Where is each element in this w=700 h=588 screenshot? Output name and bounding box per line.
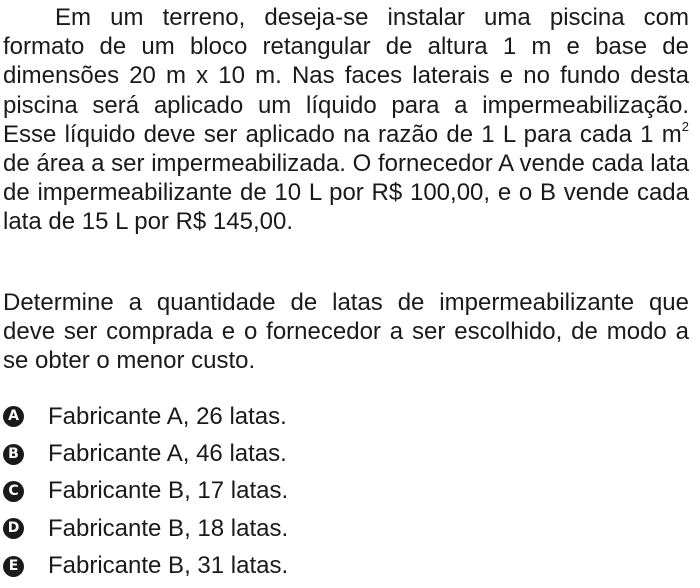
option-a-text: Fabricante A, 26 latas.	[48, 402, 287, 430]
option-a-letter-icon: A	[3, 406, 24, 427]
statement-text-part2: de área a ser impermeabilizada. O fornecedor A vende cada lata de impermeabilizante de 10 L por R$ 100,00, e o B vende cada lata de 15 L por R$ 145,00.	[3, 150, 689, 236]
option-d-letter-icon: D	[3, 518, 24, 539]
option-d-text: Fabricante B, 18 latas.	[48, 514, 289, 542]
option-b[interactable]	[3, 435, 693, 472]
square-superscript: 2	[681, 118, 689, 134]
option-b-text: Fabricante A, 46 latas.	[48, 440, 287, 468]
option-e-text: Fabricante B, 31 latas.	[48, 552, 289, 580]
option-d[interactable]	[3, 510, 693, 547]
option-c-letter-icon: C	[3, 481, 24, 502]
option-c[interactable]	[3, 473, 693, 510]
statement-text-part1: Em um terreno, deseja-se instalar uma piscina com formato de um bloco retangular de altura 1 m e base de dimensões 20 m x 10 m. Nas faces laterais e no fundo desta piscina será aplicado um líquido para a impermeabilização. Esse líquido deve ser aplicado na razão de 1 L para cada 1 m	[3, 4, 689, 148]
option-a[interactable]	[3, 398, 693, 435]
option-c-text: Fabricante B, 17 latas.	[48, 477, 289, 505]
option-e[interactable]	[3, 548, 693, 585]
question-prompt: Determine a quantidade de latas de impermeabilizante que deve ser comprada e o fornecedor a ser escolhido, de modo a se obter o menor custo.	[3, 289, 689, 375]
question-statement	[3, 3, 689, 237]
option-e-letter-icon: E	[3, 556, 24, 577]
option-b-letter-icon: B	[3, 444, 24, 465]
answer-options	[3, 398, 693, 585]
